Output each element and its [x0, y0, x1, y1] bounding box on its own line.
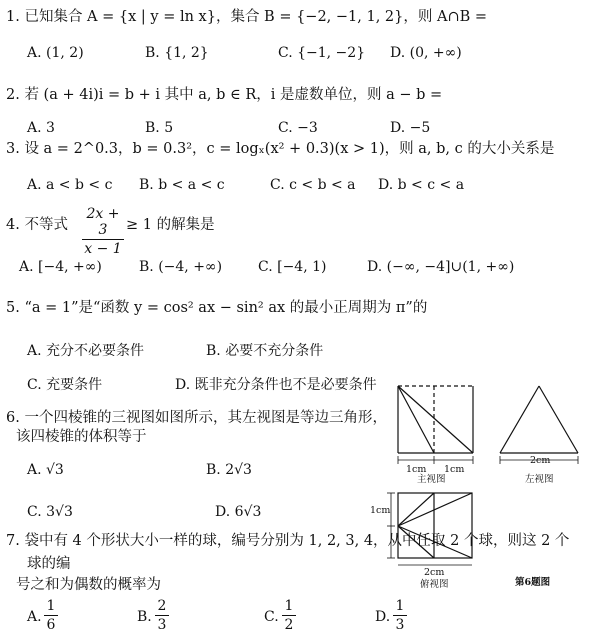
q1-option-b: B. {1, 2}: [145, 45, 209, 61]
side-view-caption: 左视图: [525, 474, 554, 485]
top-view: [387, 493, 472, 565]
q4-fraction: [82, 206, 124, 257]
q4-option-c: C. [−4, 1): [258, 259, 327, 275]
q2-option-d: D. −5: [390, 120, 431, 136]
q4-option-b: B. (−4, +∞): [139, 259, 223, 275]
q6-stem-line1: 6. 一个四棱锥的三视图如图所示，其左视图是等边三角形，: [6, 410, 387, 426]
q4-prefix: 4. 不等式: [6, 217, 68, 233]
front-view-caption: 主视图: [417, 474, 446, 485]
q2-option-b: B. 5: [145, 120, 174, 136]
q7-option-c-label: C.: [264, 609, 279, 625]
q7-stem-line1: 7. 袋中有 4 个形状大小一样的球，编号分别为 1, 2, 3, 4，从中任取 2 个球，则这 2 个: [6, 533, 570, 549]
q1-option-c: C. {−1, −2}: [278, 45, 366, 61]
q7-option-c-fraction: [282, 598, 296, 633]
q4-option-d: D. (−∞, −4]∪(1, +∞): [367, 259, 515, 275]
q7-option-d-label: D.: [375, 609, 391, 625]
q6-option-a: A. √3: [27, 462, 64, 478]
side-view: [500, 386, 578, 464]
q3-option-d: D. b < c < a: [378, 177, 465, 193]
q1-option-a: A. (1, 2): [27, 45, 84, 61]
q7-option-b-fraction: [155, 598, 169, 633]
q7-option-a-denominator: 6: [46, 617, 56, 633]
figure-caption: 第6题图: [515, 577, 551, 588]
top-view-caption: 俯视图: [420, 579, 449, 590]
q7-option-b-label: B.: [137, 609, 152, 625]
q5-option-a: A. 充分不必要条件: [27, 343, 145, 359]
q3-option-b: B. b < a < c: [139, 177, 225, 193]
front-view: [398, 386, 473, 464]
q6-stem-line2: 该四棱锥的体积等于: [16, 429, 147, 445]
q3-option-a: A. a < b < c: [27, 177, 113, 193]
q7-option-d-numerator: 1: [395, 598, 405, 614]
q2-stem: 2. 若 (a + 4i)i = b + i 其中 a, b ∈ R，i 是虚数单位，则 a − b =: [6, 87, 443, 103]
top-dim-bottom: 2cm: [424, 567, 445, 578]
q4-option-a: A. [−4, +∞): [19, 259, 102, 275]
q7-option-d-denominator: 3: [395, 617, 405, 633]
front-dim-right: 1cm: [444, 464, 465, 475]
q5-stem: 5. “a = 1”是“函数 y = cos² ax − sin² ax 的最小正周期为 π”的: [6, 300, 428, 316]
front-dim-left: 1cm: [406, 464, 427, 475]
q2-option-c: C. −3: [278, 120, 318, 136]
q7-option-b-numerator: 2: [157, 598, 167, 614]
q5-option-b: B. 必要不充分条件: [206, 343, 324, 359]
top-dim-side: 1cm: [370, 505, 391, 516]
q1-option-d: D. (0, +∞): [390, 45, 462, 61]
q7-option-a-label: A.: [27, 609, 42, 625]
q7-option-a-fraction: [44, 598, 58, 633]
q3-stem: 3. 设 a = 2^0.3，b = 0.3²，c = logₓ(x² + 0.3)(x > 1)，则 a, b, c 的大小关系是: [6, 141, 555, 157]
side-dim: 2cm: [530, 455, 551, 466]
q7-option-b-denominator: 3: [157, 617, 167, 633]
q2-option-a: A. 3: [27, 120, 55, 136]
q5-option-c: C. 充要条件: [27, 377, 103, 393]
q5-option-d: D. 既非充分条件也不是必要条件: [175, 377, 377, 393]
q4-numerator: 2x + 3: [86, 206, 120, 238]
q3-option-c: C. c < b < a: [270, 177, 356, 193]
q7-option-a-numerator: 1: [46, 598, 56, 614]
q7-option-d-fraction: [393, 598, 407, 633]
q6-option-d: D. 6√3: [215, 504, 262, 520]
q6-option-b: B. 2√3: [206, 462, 252, 478]
q7-option-c-denominator: 2: [284, 617, 294, 633]
q4-suffix: ≥ 1 的解集是: [126, 217, 215, 233]
q1-stem: 1. 已知集合 A = {x | y = ln x}，集合 B = {−2, −1, 1, 2}，则 A∩B =: [6, 9, 488, 25]
three-view-figure: [360, 380, 592, 592]
q4-denominator: x − 1: [84, 241, 122, 257]
q7-stem-line2: 球的编: [27, 556, 71, 572]
q6-option-c: C. 3√3: [27, 504, 73, 520]
q7-option-c-numerator: 1: [284, 598, 294, 614]
q7-stem-line3: 号之和为偶数的概率为: [16, 577, 161, 593]
